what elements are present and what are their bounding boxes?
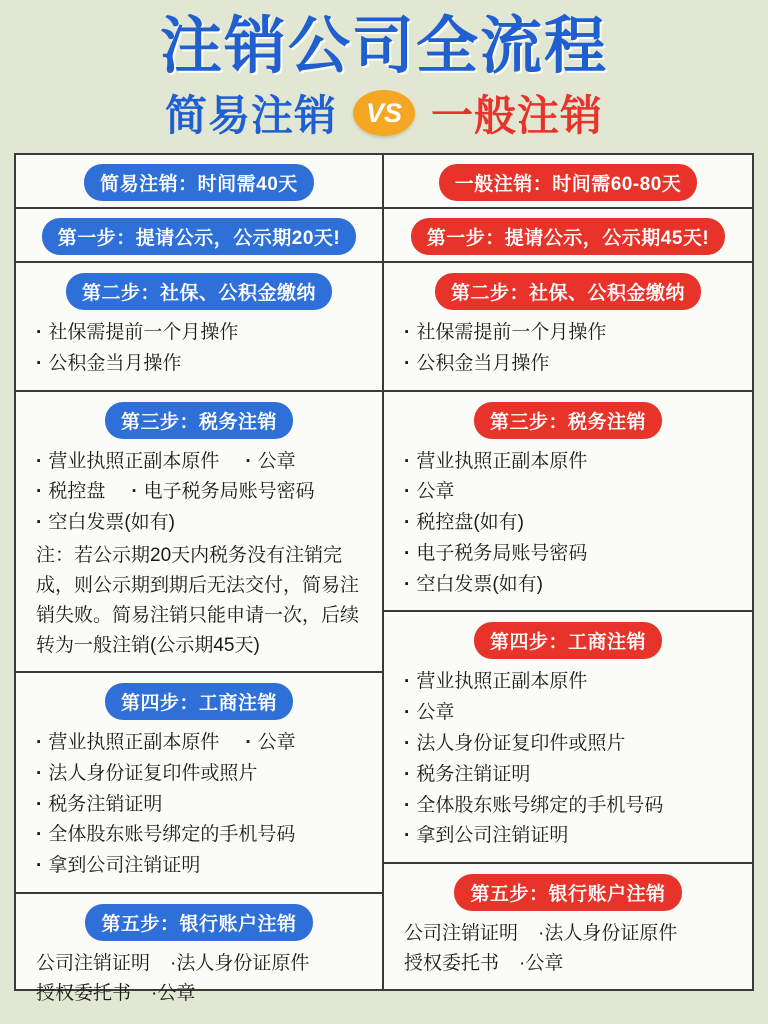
poster-header: [14, 8, 754, 143]
list-row: [404, 919, 742, 949]
right-step2-items: [394, 318, 742, 380]
list-item: · 公章: [404, 698, 742, 729]
right-step3-heading: 第三步：税务注销: [474, 402, 662, 439]
list-item: · 社保需提前一个月操作: [36, 318, 372, 349]
list-item: · 全体股东账号绑定的手机号码: [404, 791, 742, 822]
left-step5-heading: 第五步：银行账户注销: [85, 904, 312, 941]
list-row: [36, 949, 372, 979]
right-step1-cell: [384, 209, 752, 263]
list-item: 公司注销证明: [404, 923, 519, 945]
left-step3-items: [26, 447, 372, 661]
list-item: · 税控盘: [36, 477, 105, 508]
list-item: ·法人身份证原件: [538, 923, 678, 945]
list-row: [36, 979, 372, 1009]
left-step4-heading: 第四步：工商注销: [105, 683, 293, 720]
right-step1-heading: 第一步：提请公示，公示期45天!: [411, 218, 725, 255]
list-item: · 公章: [404, 477, 742, 508]
list-item: · 空白发票(如有): [404, 570, 742, 601]
list-item: ·公章: [519, 953, 564, 975]
list-row: [36, 728, 372, 759]
left-title-cell: [16, 155, 382, 209]
page-title: 注销公司全流程: [159, 12, 608, 81]
list-item: 授权委托书: [36, 983, 132, 1005]
list-item: · 电子税务局账号密码: [131, 477, 314, 508]
left-step3-note: 注：若公示期20天内税务没有注销完成，则公示期到期后无法交付，简易注销失败。简易注销只能申请一次，后续转为一般注销(公示期45天): [36, 544, 360, 656]
left-step4-items: [26, 728, 372, 882]
list-item: 授权委托书: [404, 953, 500, 975]
list-item: · 法人身份证复印件或照片: [404, 729, 742, 760]
list-row: [404, 949, 742, 979]
list-item: · 拿到公司注销证明: [404, 821, 742, 852]
vs-badge: VS: [353, 90, 415, 136]
left-step1-heading: 第一步：提请公示，公示期20天!: [42, 218, 356, 255]
right-step2-cell: [384, 263, 752, 392]
comparison-table: [14, 153, 754, 1005]
left-step3-heading: 第三步：税务注销: [105, 402, 293, 439]
right-step3-cell: [384, 392, 752, 613]
list-row: [36, 447, 372, 478]
list-item: · 营业执照正副本原件: [404, 667, 742, 698]
list-item: · 营业执照正副本原件: [36, 728, 219, 759]
subtitle-simple: 简易注销: [164, 92, 337, 140]
list-item: · 电子税务局账号密码: [404, 539, 742, 570]
left-step2-cell: [16, 263, 382, 392]
right-step5-cell: [384, 864, 752, 990]
right-step4-heading: 第四步：工商注销: [474, 622, 662, 659]
list-item: · 公章: [245, 447, 295, 478]
right-step3-items: [394, 447, 742, 601]
left-step2-heading: 第二步：社保、公积金缴纳: [66, 273, 332, 310]
list-item: · 拿到公司注销证明: [36, 851, 372, 882]
right-step5-heading: 第五步：银行账户注销: [454, 874, 681, 911]
list-item: · 税务注销证明: [404, 760, 742, 791]
right-step4-items: [394, 667, 742, 852]
list-item: · 全体股东账号绑定的手机号码: [36, 820, 372, 851]
subtitle-row: [14, 83, 754, 143]
list-item: · 空白发票(如有): [36, 508, 372, 539]
list-row: [36, 477, 372, 508]
list-item: ·公章: [151, 983, 196, 1005]
list-item: · 税控盘(如有): [404, 508, 742, 539]
right-title-pill: 一般注销：时间需60-80天: [439, 164, 698, 201]
left-step1-cell: [16, 209, 382, 263]
left-step4-cell: [16, 673, 382, 894]
column-general-cancellation: [384, 155, 752, 989]
left-title-pill: 简易注销：时间需40天: [84, 164, 314, 201]
list-item: · 营业执照正副本原件: [404, 447, 742, 478]
list-item: ·法人身份证原件: [170, 952, 310, 974]
left-step2-items: [26, 318, 372, 380]
list-item: · 公章: [245, 728, 295, 759]
list-item: · 社保需提前一个月操作: [404, 318, 742, 349]
subtitle-general: 一般注销: [431, 92, 604, 140]
right-step2-heading: 第二步：社保、公积金缴纳: [435, 273, 701, 310]
left-step3-cell: [16, 392, 382, 673]
left-step5-items: [26, 949, 372, 1010]
list-item: · 公积金当月操作: [404, 349, 742, 380]
right-step5-items: [394, 919, 742, 980]
list-item: · 法人身份证复印件或照片: [36, 759, 372, 790]
list-item: · 营业执照正副本原件: [36, 447, 219, 478]
list-item: · 税务注销证明: [36, 790, 372, 821]
column-simple-cancellation: [16, 155, 384, 1005]
list-item: · 公积金当月操作: [36, 349, 372, 380]
left-step5-cell: [16, 894, 382, 1020]
right-title-cell: [384, 155, 752, 209]
list-item: 公司注销证明: [36, 952, 151, 974]
right-step4-cell: [384, 612, 752, 864]
